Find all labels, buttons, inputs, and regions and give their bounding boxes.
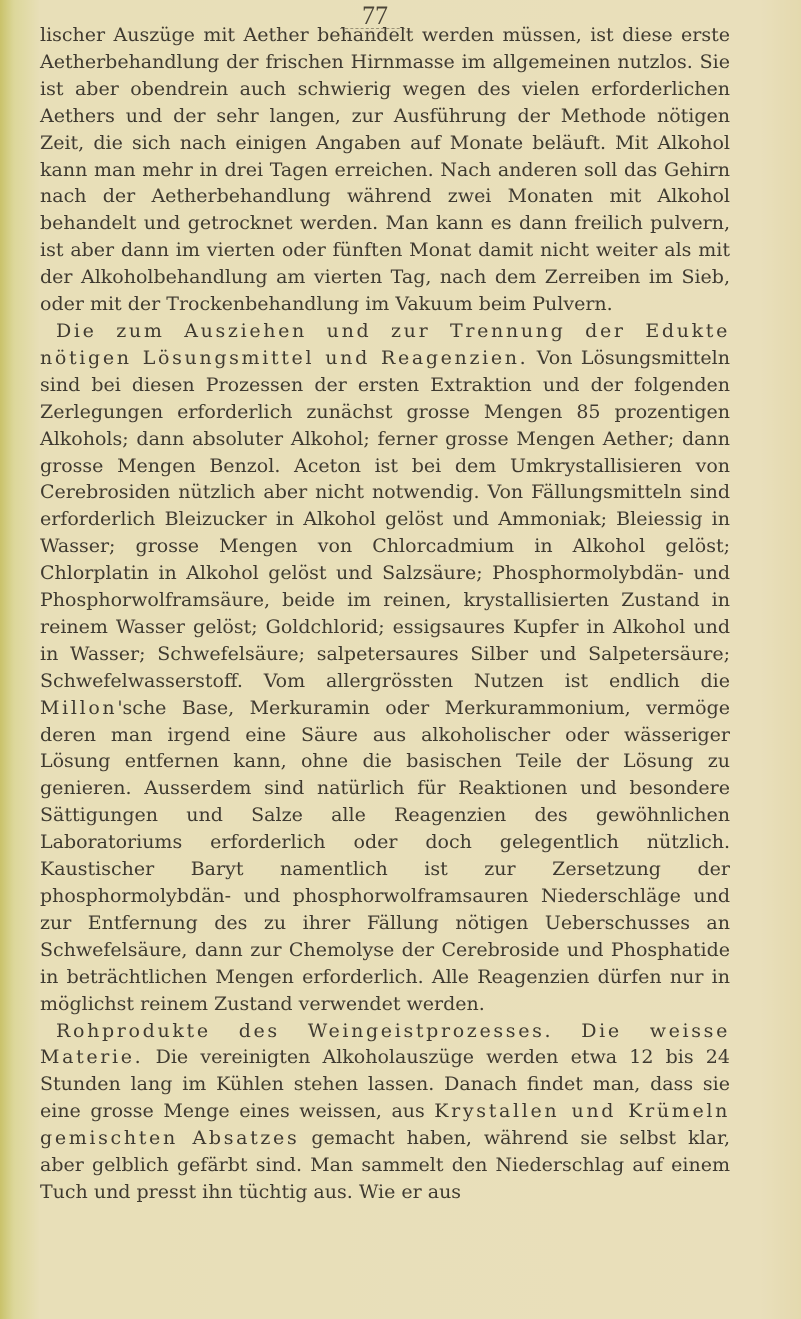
paragraph-raw-products-body: Die vereinigten Alkoholauszüge werden etwa 12 bis 24 Stunden lang im Kühlen stehen lassen. Danach findet man, dass sie eine grosse Menge eines weissen, aus: [40, 1046, 730, 1123]
page-body: [40, 22, 730, 1206]
paragraph-solvents-body: Von Lösungsmitteln sind bei diesen Prozessen der ersten Extraktion und der folgenden Zerlegungen erforderlich zunächst grosse Mengen 85 prozentigen Alkohols; dann absoluter Alkohol; ferner grosse Mengen Aether; dann grosse Mengen Benzol. Aceton ist bei dem Umkrystallisieren von Cerebrosiden nützlich aber nicht notwendig. Von Fällungsmitteln sind erforderlich Bleizucker in Alkohol gelöst und Ammoniak; Bleiessig in Wasser; grosse Mengen von Chlorcadmium in Alkohol gelöst; Chlorplatin in Alkohol gelöst und Salzsäure; Phosphormolybdän- und Phosphorwolframsäure, beide im reinen, krystallisierten Zustand in reinem Wasser gelöst; Goldchlorid; essigsaures Kupfer in Alkohol und in Wasser; Schwefelsäure; salpetersaures Silber und Salpetersäure; Schwefelwasserstoff. Vom allergrössten Nutzen ist endlich die: [40, 346, 730, 692]
section-heading-solvents: Die zum Ausziehen und zur Trennung der Edukte nötigen Lösungsmittel und Reagenzien.: [40, 319, 730, 369]
paragraph-aether-treatment: lischer Auszüge mit Aether behandelt werden müssen, ist diese erste Aetherbehandlung der frischen Hirnmasse im allgemeinen nutzlos. Sie ist aber obendrein auch schwierig wegen des vielen erforderlichen Aethers und der sehr langen, zur Ausführung der Methode nötigen Zeit, die sich nach einigen Angaben auf Monate beläuft. Mit Alkohol kann man mehr in drei Tagen erreichen. Nach anderen soll das Gehirn nach der Aetherbehandlung während zwei Monaten mit Alkohol behandelt und getrocknet werden. Man kann es dann freilich pulvern, ist aber dann im vierten oder fünften Monat damit nicht weiter als mit der Alkoholbehandlung am vierten Tag, nach dem Zerreiben im Sieb, oder mit der Trockenbehandlung im Vakuum beim Pulvern.: [40, 24, 730, 316]
section-heading-raw-products: Rohprodukte des Weingeistprozesses. Die weisse Materie.: [40, 1019, 730, 1069]
paragraph-solvents-tail: 'sche Base, Merkuramin oder Merkurammonium, vermöge deren man irgend eine Säure aus alkoholischer oder wässeriger Lösung entfernen kann, ohne die basischen Teile der Lösung zu genieren. Ausserdem sind natürlich für Reaktionen und besondere Sättigungen und Salze alle Reagenzien des gewöhnlichen Laboratoriums erforderlich oder doch gelegentlich nützlich. Kaustischer Baryt namentlich ist zur Zersetzung der phosphormolybdän- und phosphorwolframsauren Niederschläge und zur Entfernung des zu ihrer Fällung nötigen Ueberschusses an Schwefelsäure, dann zur Chemolyse der Cerebroside und Phosphatide in beträchtlichen Mengen erforderlich. Alle Reagenzien dürfen nur in möglichst reinem Zustand verwendet werden.: [40, 696, 730, 1015]
author-name-millon: Millon: [40, 696, 118, 719]
paragraph-raw-products-tail: gemacht haben, während sie selbst klar, aber gelblich gefärbt sind. Man sammelt den Niederschlag auf einem Tuch und presst ihn tüchtig aus. Wie er aus: [40, 1127, 730, 1203]
emphasis-crystals: Krystallen und Krümeln gemischten Absatzes: [40, 1100, 730, 1150]
paragraph-raw-products: [40, 1018, 730, 1206]
paragraph-solvents-reagents: [40, 318, 730, 1018]
page-number: 77: [340, 4, 410, 29]
